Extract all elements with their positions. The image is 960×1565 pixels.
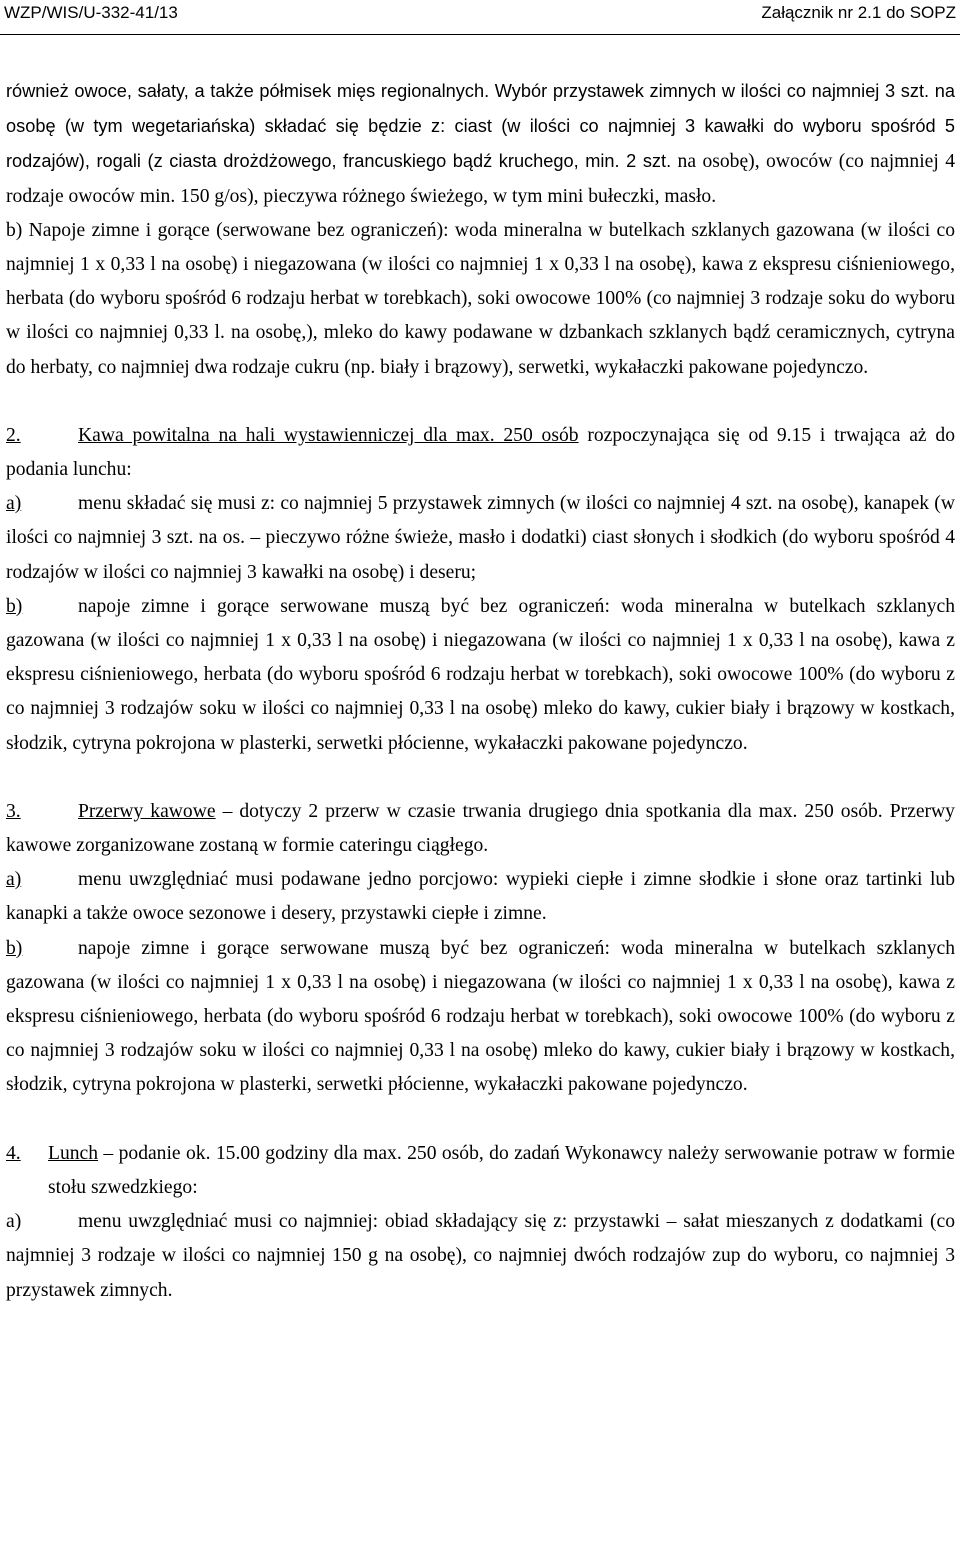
document-reference: WZP/WIS/U-332-41/13 <box>4 3 178 22</box>
section-3-a-text: menu uwzględniać musi podawane jedno porcjowo: wypieki ciepłe i zimne słodkie i słone oraz tartinki lub kanapki a także owoce sezonowe i desery, przystawki ciepłe i zimne. <box>6 869 955 925</box>
section-3-item-a <box>6 863 955 931</box>
section-2-b-label: b) <box>6 595 23 617</box>
section-4-a-text: menu uwzględniać musi co najmniej: obiad składający się z: przystawki – sałat mieszanych z dodatkami (co najmniej 3 rodzaje w ilości co najmniej 150 g na osobę), co najmniej dwóch rodzajów zup do wyboru, co najmniej 3 przystawek zimnych. <box>6 1211 955 1301</box>
section-3-number: 3. <box>6 800 21 822</box>
section-2-title: Kawa powitalna na hali wystawienniczej dla max. 250 osób <box>78 424 579 446</box>
spacer <box>6 761 955 795</box>
section-2-item-a <box>6 487 955 590</box>
spacer <box>6 1103 955 1137</box>
spacer <box>6 385 955 419</box>
section-3-b-label: b) <box>6 937 23 959</box>
section-2-description: rozpoczynająca się od 9.15 i trwająca aż do podania lunchu: <box>6 424 955 481</box>
section-4-item-a <box>6 1205 955 1308</box>
intro-text-2: na osobę), owoców (co najmniej 4 rodzaje owoców min. <box>6 151 955 207</box>
intro-b-text-1: b) Napoje zimne i gorące (serwowane bez ograniczeń): woda mineralna w butelkach szklanych gazowana (w ilości co najmniej 1 x 0,33 l na osobę) i niegazowana (w ilości co najmniej 1 x 0,33 l na osobę), kawa z ekspresu ciśnieniowego, herbata (do wyboru spośród 6 rodzaju herbat w torebkach), soki owocowe 100% (co najmniej 3 rodzaje soku do wyboru w ilości co najmniej 0,33 l. <box>6 219 955 344</box>
section-2-number: 2. <box>6 424 21 446</box>
section-2-heading <box>6 419 955 487</box>
section-4-number: 4. <box>6 1142 21 1164</box>
intro-b-paragraph <box>6 214 955 385</box>
section-4-a-label: a) <box>6 1211 22 1233</box>
section-3-title: Przerwy kawowe <box>78 800 216 822</box>
header-divider <box>0 34 960 35</box>
section-2-item-b <box>6 590 955 761</box>
attachment-label: Załącznik nr 2.1 do SOPZ <box>761 3 956 22</box>
section-2-b-text: napoje zimne i gorące serwowane muszą być bez ograniczeń: woda mineralna w butelkach szklanych gazowana (w ilości co najmniej 1 x 0,33 l na osobę) i niegazowana (w ilości co najmniej 1 x 0,33 l na osobę), kawa z ekspresu ciśnieniowego, herbata (do wyboru spośród 6 rodzaju herbat w torebkach), soki owocowe 100% (do wyboru z co najmniej 3 rodzajów soku w ilości co najmniej 0,33 l na osobę) mleko do kawy, cukier biały i brązowy w kostkach, słodzik, cytryna pokrojona w plasterki, serwetki płócienne, wykałaczki pakowane pojedynczo. <box>6 595 955 754</box>
section-2-a-text: menu składać się musi z: co najmniej 5 przystawek zimnych (w ilości co najmniej 4 szt. na osobę), kanapek (w ilości co najmniej 3 szt. na os. – pieczywo różne świeże, masło i dodatki) ciast słonych i słodkich (do wyboru spośród 4 rodzajów w ilości co najmniej 3 kawałki na osobę) i deseru; <box>6 493 955 583</box>
section-4-description: – podanie ok. 15.00 godziny dla max. 250 osób, do zadań Wykonawcy należy serwowanie potraw w formie stołu szwedzkiego: <box>48 1142 955 1198</box>
section-4-heading <box>6 1137 955 1205</box>
intro-paragraph <box>6 74 955 214</box>
section-3-description: – dotyczy 2 przerw w czasie trwania drugiego dnia spotkania dla max. 250 osób. Przerwy kawowe zorganizowane zostaną w formie cateringu ciągłego. <box>6 800 955 857</box>
document-body <box>6 74 955 1308</box>
section-4-title: Lunch <box>48 1142 99 1164</box>
section-3-b-text: napoje zimne i gorące serwowane muszą być bez ograniczeń: woda mineralna w butelkach szklanych gazowana (w ilości co najmniej 1 x 0,33 l na osobę) i niegazowana (w ilości co najmniej 1 x 0,33 l na osobę), kawa z ekspresu ciśnieniowego, herbata (do wyboru spośród 6 rodzaju herbat w torebkach), soki owocowe 100% (do wyboru z co najmniej 3 rodzajów soku w ilości co najmniej 0,33 l na osobę) mleko do kawy, cukier biały i brązowy w kostkach, słodzik, cytryna pokrojona w plasterki, serwetki płócienne, wykałaczki pakowane pojedynczo. <box>6 937 955 1096</box>
section-3-heading <box>6 795 955 863</box>
intro-text-3: 150 g/os), pieczywa różnego świeżego, w tym mini bułeczki, masło. <box>180 185 717 207</box>
section-2-a-label: a) <box>6 493 22 515</box>
page-header <box>0 0 960 36</box>
intro-b-text-2: na osobę,), mleko do kawy podawane w dzbankach szklanych bądź ceramicznych, cytryna do herbaty, co najmniej dwa rodzaje cukru (np. <box>6 322 955 378</box>
intro-text-1: również owoce, sałaty, a także półmisek mięs regionalnych. Wybór przystawek zimnych w ilości co najmniej 3 szt. na osobę (w tym wegetariańska) składać się będzie z: ciast (w ilości co najmniej 3 kawałki do wyboru spośród 5 rodzajów), rogali (z ciasta drożdżowego, francuskiego bądź kruchego, min. 2 szt. <box>6 81 955 172</box>
intro-b-text-3: biały i brązowy), serwetki, wykałaczki pakowane pojedynczo. <box>380 356 869 378</box>
section-3-item-b <box>6 932 955 1103</box>
section-3-a-label: a) <box>6 869 22 891</box>
